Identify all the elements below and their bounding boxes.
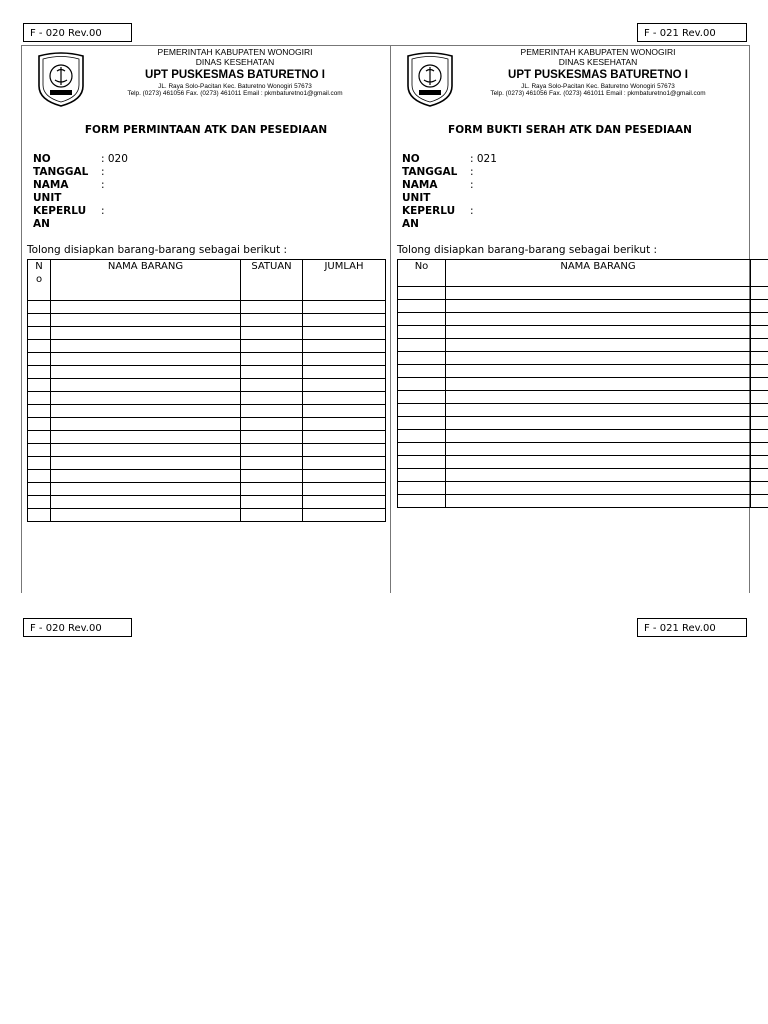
- col-header-satuan: SATUAN: [241, 260, 303, 301]
- table-cell[interactable]: [51, 444, 241, 457]
- table-cell[interactable]: [28, 509, 51, 522]
- letterhead-government: PEMERINTAH KABUPATEN WONOGIRI: [157, 47, 313, 57]
- table-cell[interactable]: [241, 327, 303, 340]
- table-cell[interactable]: [446, 391, 751, 404]
- table-cell[interactable]: [398, 495, 446, 508]
- table-row: [398, 313, 768, 326]
- table-cell[interactable]: [446, 352, 751, 365]
- table-cell[interactable]: [303, 418, 386, 431]
- col-header-nama-barang: NAMA BARANG: [51, 260, 241, 301]
- letterhead: [95, 48, 375, 97]
- table-cell[interactable]: [751, 482, 768, 495]
- table-cell[interactable]: [446, 456, 751, 469]
- table-cell[interactable]: [241, 418, 303, 431]
- table-cell[interactable]: [446, 443, 751, 456]
- table-cell[interactable]: [28, 327, 51, 340]
- field-value-no[interactable]: : 021: [470, 153, 497, 165]
- field-value-nama[interactable]: :: [470, 179, 474, 191]
- table-cell[interactable]: [303, 470, 386, 483]
- table-cell[interactable]: [28, 314, 51, 327]
- table-cell[interactable]: [751, 313, 768, 326]
- table-cell[interactable]: [241, 470, 303, 483]
- frame-top-line: [21, 45, 750, 46]
- table-cell[interactable]: [446, 313, 751, 326]
- table-cell[interactable]: [751, 365, 768, 378]
- table-cell[interactable]: [751, 391, 768, 404]
- table-cell[interactable]: [446, 287, 751, 300]
- table-cell[interactable]: [51, 366, 241, 379]
- table-cell[interactable]: [398, 456, 446, 469]
- field-value-nama[interactable]: :: [101, 179, 105, 191]
- table-cell[interactable]: [398, 391, 446, 404]
- items-table: [27, 259, 386, 522]
- table-row: [398, 469, 768, 482]
- table-cell[interactable]: [28, 301, 51, 314]
- table-cell[interactable]: [398, 482, 446, 495]
- table-cell[interactable]: [303, 444, 386, 457]
- table-row: [398, 326, 768, 339]
- letterhead-address: JL. Raya Solo-Pacitan Kec. Baturetno Wonogiri 57673: [158, 82, 312, 90]
- table-cell[interactable]: [241, 340, 303, 353]
- table-row: [28, 405, 386, 418]
- letterhead-institution: UPT PUSKESMAS BATURETNO I: [145, 68, 325, 81]
- field-label-nama: NAMA: [33, 179, 69, 191]
- table-cell[interactable]: [303, 496, 386, 509]
- table-row: [28, 314, 386, 327]
- table-cell[interactable]: [446, 417, 751, 430]
- emblem-logo-icon: [405, 50, 455, 108]
- letterhead: [458, 48, 738, 97]
- table-cell[interactable]: [398, 352, 446, 365]
- table-cell[interactable]: [51, 314, 241, 327]
- table-cell[interactable]: [398, 365, 446, 378]
- table-cell[interactable]: [398, 300, 446, 313]
- table-cell[interactable]: [28, 418, 51, 431]
- field-value-tanggal[interactable]: :: [101, 166, 105, 178]
- field-label-tanggal: TANGGAL: [33, 166, 89, 178]
- table-cell[interactable]: [303, 366, 386, 379]
- table-row: [398, 417, 768, 430]
- table-cell[interactable]: [446, 482, 751, 495]
- table-cell[interactable]: [241, 314, 303, 327]
- letterhead-department: DINAS KESEHATAN: [195, 56, 275, 67]
- table-cell[interactable]: [51, 496, 241, 509]
- intro-text: Tolong disiapkan barang-barang sebagai berikut :: [27, 244, 288, 256]
- table-row: [28, 301, 386, 314]
- items-table: [397, 259, 768, 508]
- form-code-bottom-right: F - 021 Rev.00: [637, 618, 747, 637]
- table-cell[interactable]: [303, 509, 386, 522]
- table-row: [398, 287, 768, 300]
- letterhead-government: PEMERINTAH KABUPATEN WONOGIRI: [520, 47, 676, 57]
- table-cell[interactable]: [28, 496, 51, 509]
- table-cell[interactable]: [751, 495, 768, 508]
- table-cell[interactable]: [241, 483, 303, 496]
- table-cell[interactable]: [28, 379, 51, 392]
- field-label-unit: UNIT: [33, 192, 62, 204]
- table-cell[interactable]: [303, 314, 386, 327]
- col-header-extra: [751, 260, 768, 287]
- table-cell[interactable]: [51, 405, 241, 418]
- table-cell[interactable]: [751, 417, 768, 430]
- table-row: [28, 470, 386, 483]
- table-row: [28, 353, 386, 366]
- table-row: [398, 365, 768, 378]
- table-cell[interactable]: [303, 483, 386, 496]
- table-row: [398, 300, 768, 313]
- letterhead-institution: UPT PUSKESMAS BATURETNO I: [508, 68, 688, 81]
- table-cell[interactable]: [398, 287, 446, 300]
- table-cell[interactable]: [303, 379, 386, 392]
- table-cell[interactable]: [241, 301, 303, 314]
- intro-text: Tolong disiapkan barang-barang sebagai berikut :: [397, 244, 658, 256]
- table-cell[interactable]: [28, 392, 51, 405]
- table-cell[interactable]: [241, 353, 303, 366]
- table-cell[interactable]: [446, 300, 751, 313]
- table-body: [398, 287, 768, 508]
- table-cell[interactable]: [751, 404, 768, 417]
- table-row: [398, 456, 768, 469]
- table-cell[interactable]: [751, 326, 768, 339]
- table-cell[interactable]: [51, 340, 241, 353]
- field-value-keperluan[interactable]: :: [101, 205, 105, 217]
- field-label-keperluan: KEPERLU: [402, 205, 456, 217]
- table-row: [398, 339, 768, 352]
- form-code-top-right: F - 021 Rev.00: [637, 23, 747, 42]
- table-cell[interactable]: [51, 353, 241, 366]
- field-label-unit: UNIT: [402, 192, 431, 204]
- table-cell[interactable]: [751, 339, 768, 352]
- table-cell[interactable]: [51, 470, 241, 483]
- table-cell[interactable]: [751, 352, 768, 365]
- form-fields: [33, 153, 128, 231]
- table-body: [28, 301, 386, 522]
- table-cell[interactable]: [241, 496, 303, 509]
- table-row: [28, 444, 386, 457]
- table-row: [398, 495, 768, 508]
- form-fields: [402, 153, 497, 231]
- form-code-bottom-left: F - 020 Rev.00: [23, 618, 132, 637]
- table-cell[interactable]: [28, 340, 51, 353]
- table-cell[interactable]: [446, 378, 751, 391]
- table-cell[interactable]: [28, 431, 51, 444]
- table-cell[interactable]: [51, 483, 241, 496]
- table-cell[interactable]: [446, 469, 751, 482]
- table-cell[interactable]: [303, 340, 386, 353]
- table-cell[interactable]: [28, 366, 51, 379]
- table-row: [28, 509, 386, 522]
- table-row: [28, 327, 386, 340]
- table-cell[interactable]: [28, 483, 51, 496]
- table-cell[interactable]: [303, 392, 386, 405]
- table-cell[interactable]: [241, 392, 303, 405]
- table-row: [28, 431, 386, 444]
- table-cell[interactable]: [398, 326, 446, 339]
- form-code-top-left: F - 020 Rev.00: [23, 23, 132, 42]
- letterhead-address: JL. Raya Solo-Pacitan Kec. Baturetno Wonogiri 57673: [521, 82, 675, 90]
- table-header-row: [398, 260, 768, 287]
- table-cell[interactable]: [51, 431, 241, 444]
- table-row: [398, 430, 768, 443]
- table-cell[interactable]: [398, 430, 446, 443]
- field-value-no[interactable]: : 020: [101, 153, 128, 165]
- table-cell[interactable]: [241, 405, 303, 418]
- form-title: FORM PERMINTAAN ATK DAN PESEDIAAN: [84, 124, 328, 136]
- form-title: FORM BUKTI SERAH ATK DAN PESEDIAAN: [448, 124, 692, 136]
- table-row: [398, 404, 768, 417]
- col-header-no: N o: [28, 260, 51, 301]
- field-label-nama: NAMA: [402, 179, 438, 191]
- table-cell[interactable]: [28, 353, 51, 366]
- table-cell[interactable]: [751, 443, 768, 456]
- table-cell[interactable]: [751, 430, 768, 443]
- table-cell[interactable]: [446, 404, 751, 417]
- table-cell[interactable]: [51, 327, 241, 340]
- table-cell[interactable]: [303, 431, 386, 444]
- table-row: [28, 366, 386, 379]
- table-cell[interactable]: [303, 405, 386, 418]
- table-cell[interactable]: [51, 457, 241, 470]
- table-cell[interactable]: [751, 378, 768, 391]
- table-cell[interactable]: [398, 443, 446, 456]
- table-cell[interactable]: [51, 301, 241, 314]
- table-row: [28, 457, 386, 470]
- field-label-keperluan-cont: AN: [402, 218, 419, 230]
- field-label-no: NO: [402, 153, 420, 165]
- table-row: [398, 352, 768, 365]
- table-cell[interactable]: [398, 339, 446, 352]
- table-cell[interactable]: [751, 287, 768, 300]
- table-cell[interactable]: [241, 379, 303, 392]
- table-cell[interactable]: [303, 301, 386, 314]
- table-cell[interactable]: [303, 327, 386, 340]
- table-cell[interactable]: [241, 457, 303, 470]
- table-cell[interactable]: [751, 300, 768, 313]
- table-cell[interactable]: [446, 365, 751, 378]
- table-cell[interactable]: [51, 379, 241, 392]
- table-cell[interactable]: [446, 430, 751, 443]
- field-label-keperluan-cont: AN: [33, 218, 50, 230]
- table-cell[interactable]: [446, 326, 751, 339]
- table-cell[interactable]: [51, 392, 241, 405]
- table-cell[interactable]: [241, 366, 303, 379]
- table-cell[interactable]: [28, 470, 51, 483]
- letterhead-department: DINAS KESEHATAN: [558, 56, 638, 67]
- field-value-tanggal[interactable]: :: [470, 166, 474, 178]
- table-row: [398, 482, 768, 495]
- table-row: [28, 340, 386, 353]
- table-cell[interactable]: [303, 457, 386, 470]
- table-cell[interactable]: [398, 469, 446, 482]
- col-header-jumlah: JUMLAH: [303, 260, 386, 301]
- table-cell[interactable]: [398, 404, 446, 417]
- field-label-keperluan: KEPERLU: [33, 205, 87, 217]
- col-header-nama-barang: NAMA BARANG: [446, 260, 751, 287]
- table-row: [398, 443, 768, 456]
- table-cell[interactable]: [398, 313, 446, 326]
- table-row: [28, 483, 386, 496]
- table-cell[interactable]: [241, 444, 303, 457]
- table-cell[interactable]: [303, 353, 386, 366]
- table-cell[interactable]: [751, 469, 768, 482]
- table-row: [28, 496, 386, 509]
- table-cell[interactable]: [28, 457, 51, 470]
- table-cell[interactable]: [28, 444, 51, 457]
- table-cell[interactable]: [51, 509, 241, 522]
- field-value-keperluan[interactable]: :: [470, 205, 474, 217]
- table-cell[interactable]: [241, 431, 303, 444]
- table-cell[interactable]: [51, 418, 241, 431]
- table-row: [398, 378, 768, 391]
- table-cell[interactable]: [241, 509, 303, 522]
- table-cell[interactable]: [751, 456, 768, 469]
- letterhead-contact: Telp. (0273) 461056 Fax. (0273) 461011 Email : pkmbaturetno1@gmail.com: [127, 90, 343, 98]
- table-row: [28, 418, 386, 431]
- table-cell[interactable]: [398, 378, 446, 391]
- table-row: [398, 391, 768, 404]
- table-row: [28, 392, 386, 405]
- table-cell[interactable]: [28, 405, 51, 418]
- col-header-no: No: [398, 260, 446, 287]
- table-header-row: [28, 260, 386, 301]
- table-cell[interactable]: [446, 495, 751, 508]
- field-label-no: NO: [33, 153, 51, 165]
- table-cell[interactable]: [398, 417, 446, 430]
- table-cell[interactable]: [446, 339, 751, 352]
- table-row: [28, 379, 386, 392]
- letterhead-contact: Telp. (0273) 461056 Fax. (0273) 461011 Email : pkmbaturetno1@gmail.com: [490, 90, 706, 98]
- field-label-tanggal: TANGGAL: [402, 166, 458, 178]
- emblem-logo-icon: [36, 50, 86, 108]
